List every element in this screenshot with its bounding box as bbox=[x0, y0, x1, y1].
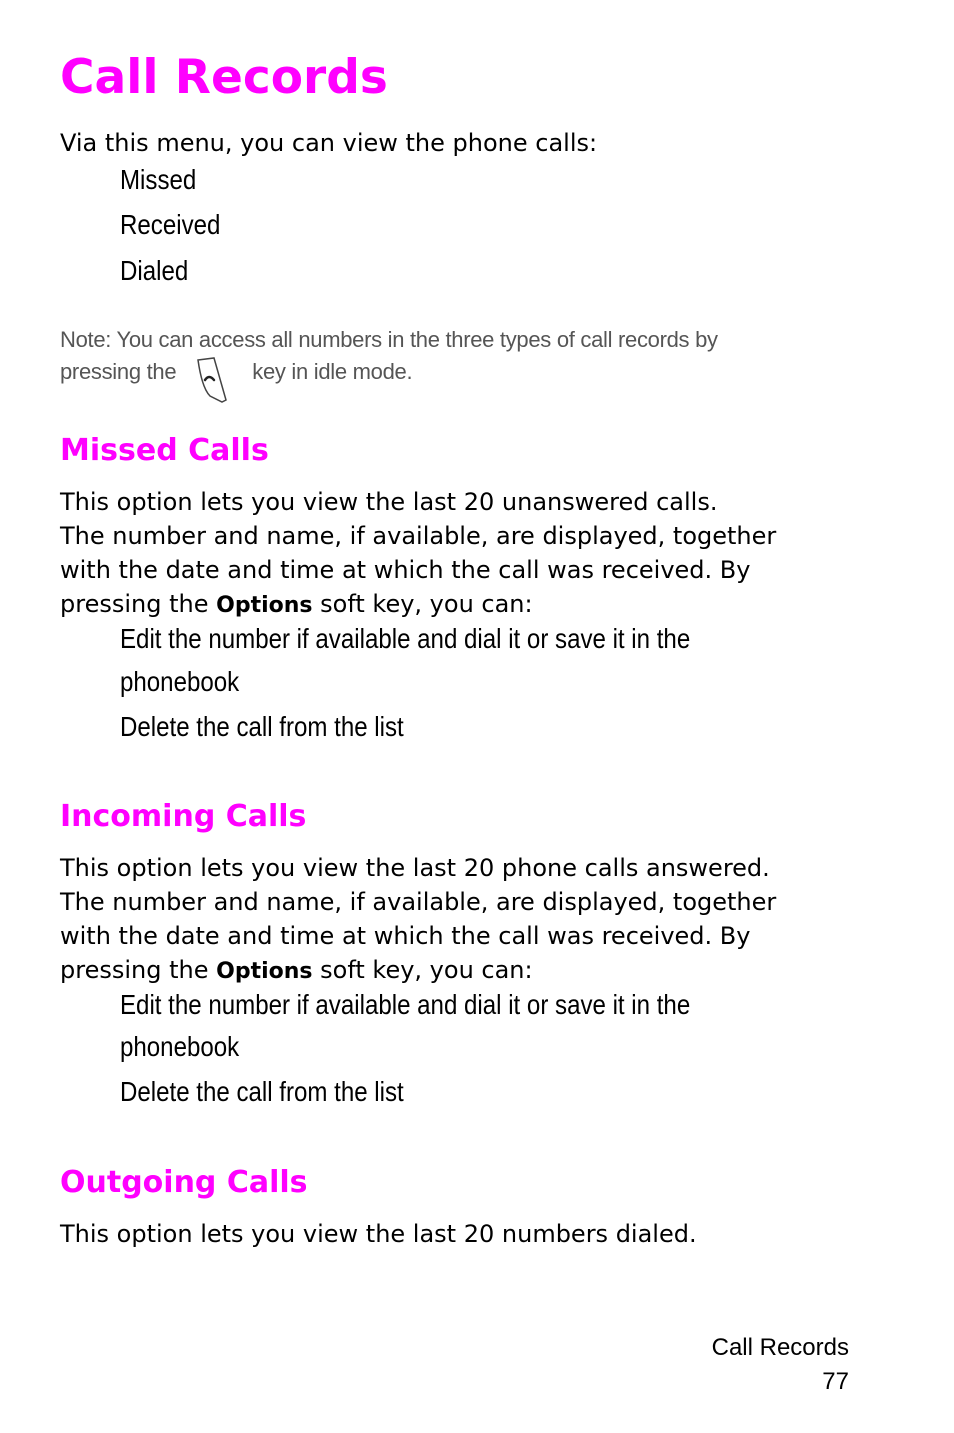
incoming-option-edit-cont: phonebook bbox=[120, 1031, 240, 1062]
footer-section-name: Call Records bbox=[711, 1334, 849, 1361]
note-line-2 bbox=[60, 356, 412, 396]
outgoing-calls-heading: Outgoing Calls bbox=[60, 1165, 308, 1200]
outgoing-line-1: This option lets you view the last 20 numbers dialed. bbox=[60, 1220, 697, 1248]
missed-line-4-before: pressing the bbox=[60, 590, 209, 618]
incoming-line-3: with the date and time at which the call was received. By bbox=[60, 922, 751, 950]
missed-option-edit: Edit the number if available and dial it or save it in the bbox=[120, 623, 691, 654]
incoming-line-1: This option lets you view the last 20 phone calls answered. bbox=[60, 854, 770, 882]
end-call-key-icon bbox=[192, 356, 232, 396]
incoming-option-delete: Delete the call from the list bbox=[120, 1076, 404, 1107]
missed-option-delete: Delete the call from the list bbox=[120, 711, 404, 742]
incoming-line-4 bbox=[60, 953, 920, 989]
missed-calls-heading: Missed Calls bbox=[60, 433, 269, 468]
options-softkey-label: Options bbox=[216, 959, 313, 984]
missed-line-1: This option lets you view the last 20 unanswered calls. bbox=[60, 488, 718, 516]
missed-line-2: The number and name, if available, are displayed, together bbox=[60, 522, 777, 550]
note-line-2-after: key in idle mode. bbox=[252, 359, 413, 384]
missed-line-4 bbox=[60, 587, 920, 623]
footer-page-number: 77 bbox=[822, 1368, 849, 1395]
intro-item-missed: Missed bbox=[120, 164, 197, 195]
missed-line-4-after: soft key, you can: bbox=[320, 590, 533, 618]
missed-option-edit-cont: phonebook bbox=[120, 666, 240, 697]
incoming-calls-heading: Incoming Calls bbox=[60, 799, 307, 834]
intro-item-dialed: Dialed bbox=[120, 255, 189, 286]
intro-item-received: Received bbox=[120, 209, 221, 240]
incoming-option-edit: Edit the number if available and dial it or save it in the bbox=[120, 989, 691, 1020]
incoming-line-4-before: pressing the bbox=[60, 956, 209, 984]
page-title: Call Records bbox=[60, 50, 388, 105]
note-line-2-before: pressing the bbox=[60, 359, 177, 384]
note-line-1: Note: You can access all numbers in the three types of call records by bbox=[60, 327, 718, 352]
intro-text: Via this menu, you can view the phone calls: bbox=[60, 129, 598, 157]
incoming-line-2: The number and name, if available, are displayed, together bbox=[60, 888, 777, 916]
options-softkey-label: Options bbox=[216, 593, 313, 618]
missed-line-3: with the date and time at which the call was received. By bbox=[60, 556, 751, 584]
incoming-line-4-after: soft key, you can: bbox=[320, 956, 533, 984]
